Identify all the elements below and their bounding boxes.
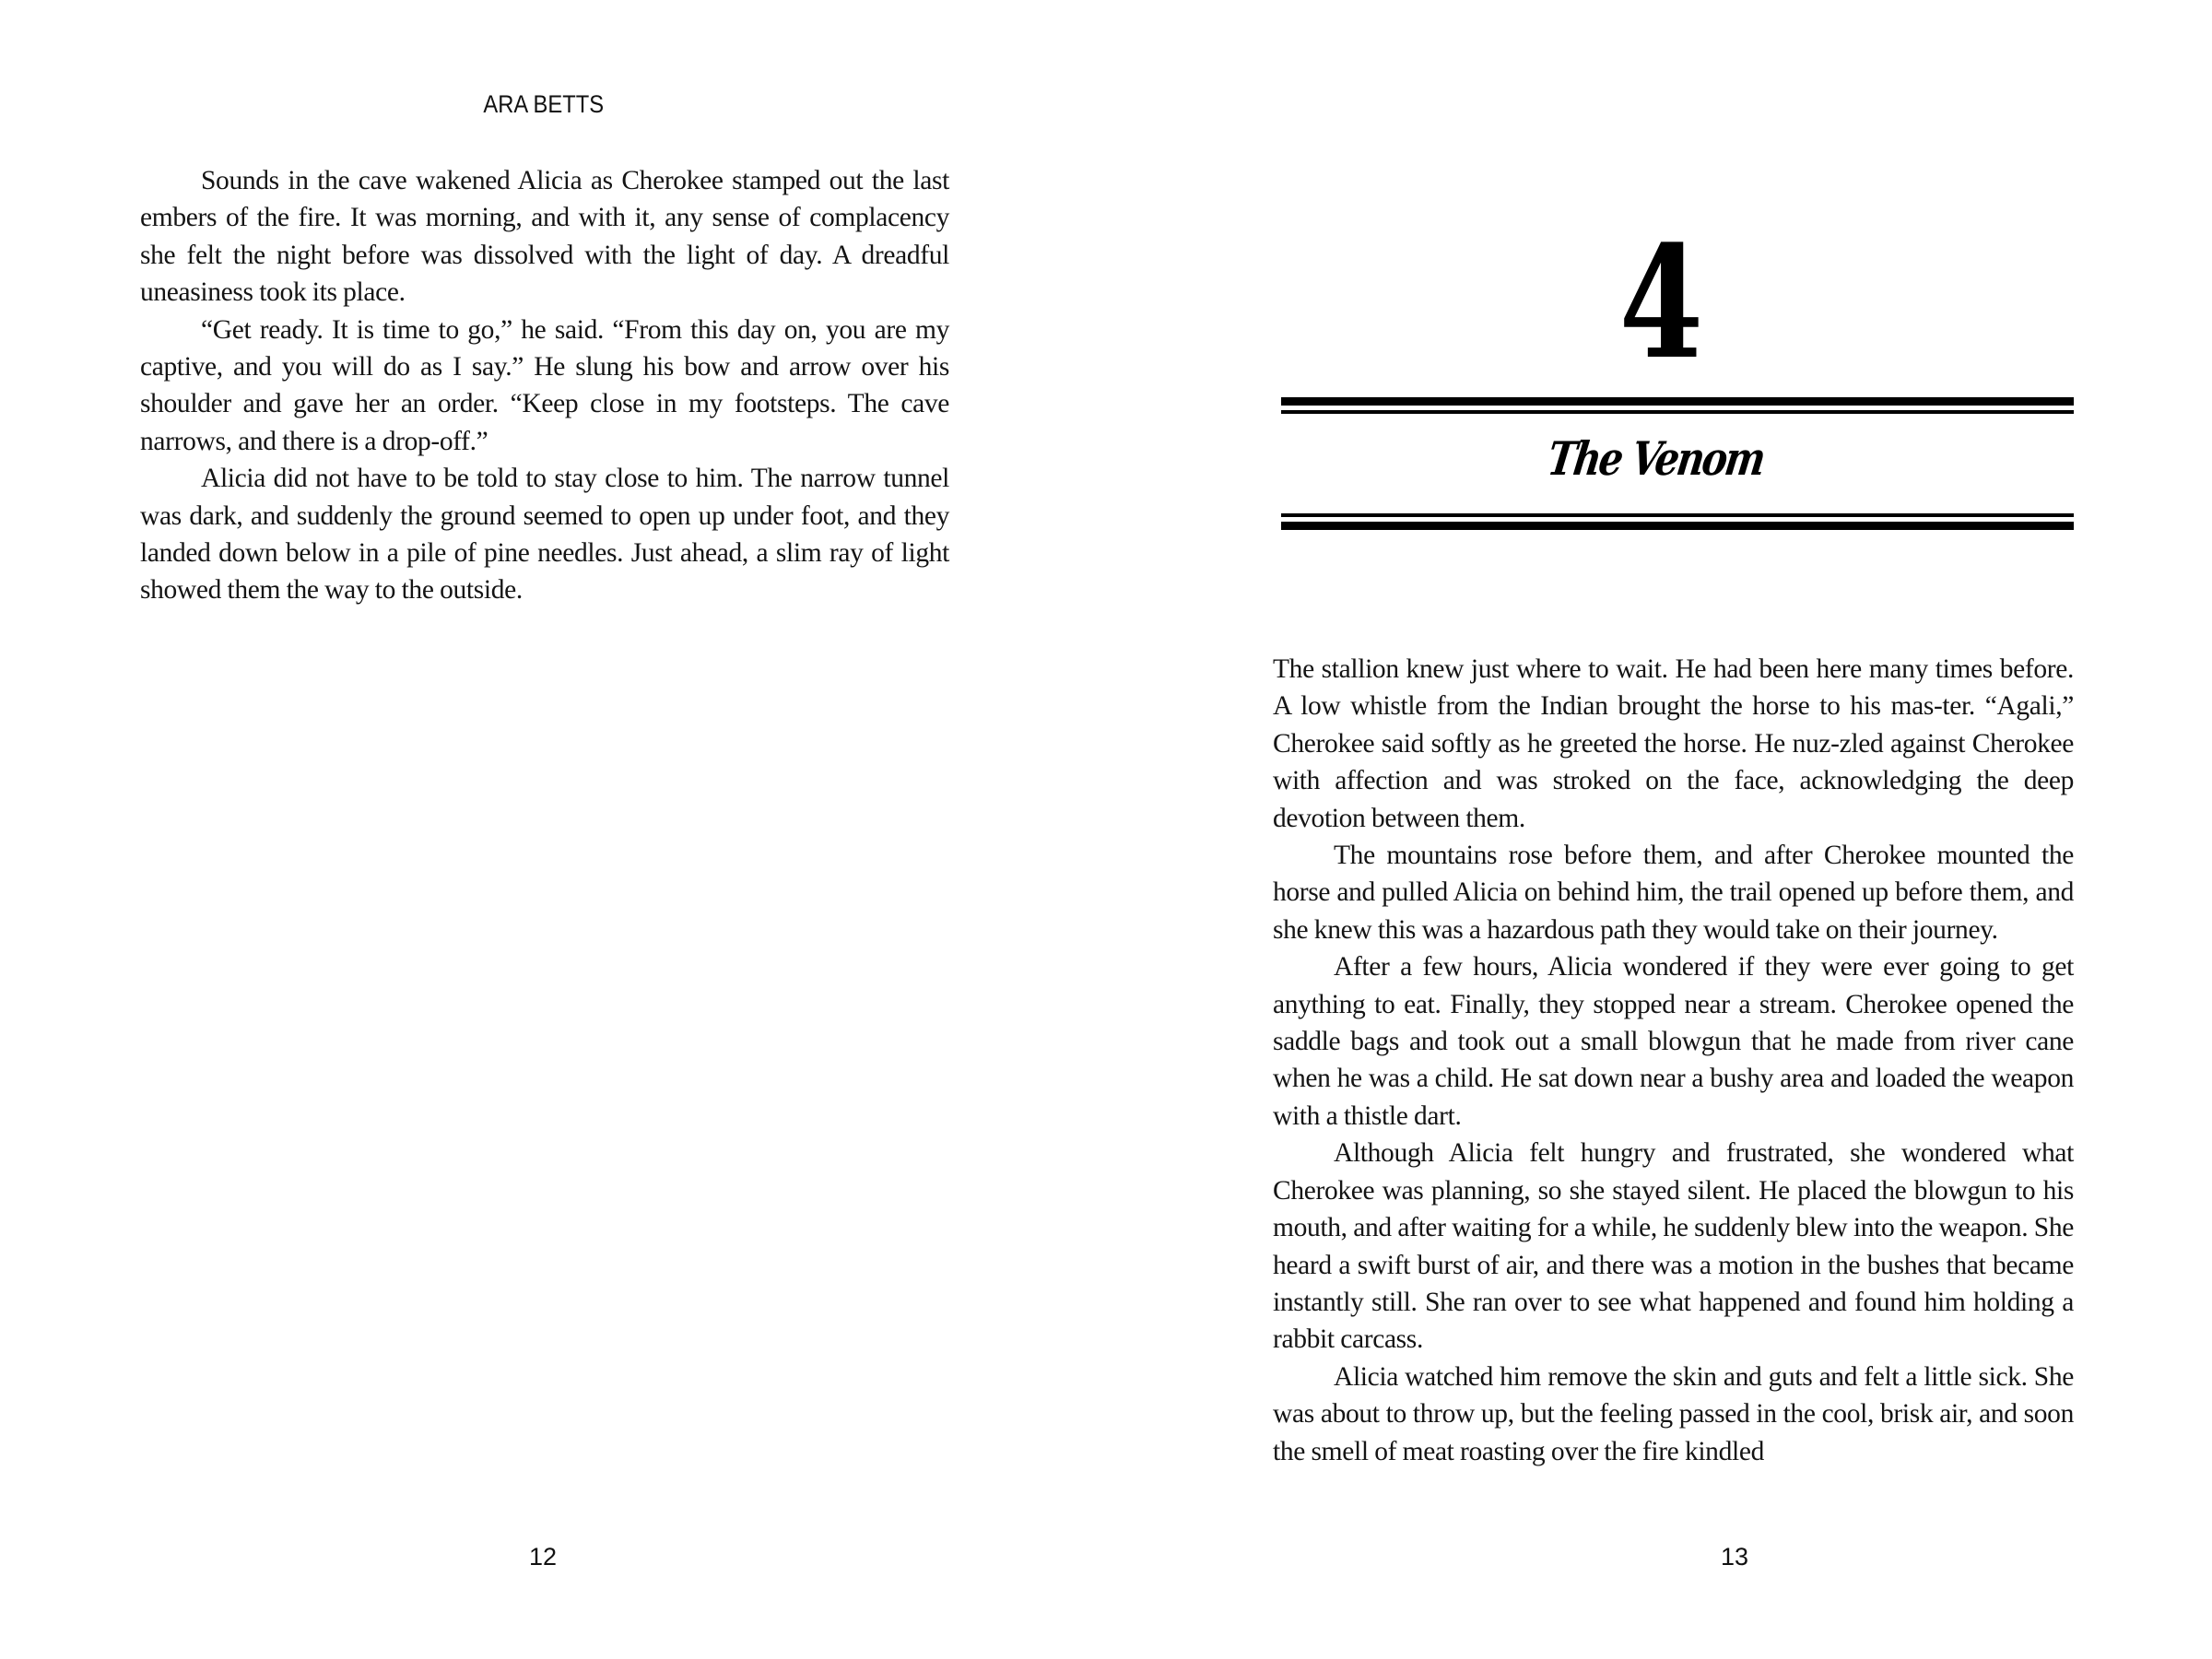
paragraph: Alicia watched him remove the skin and guts and felt a little sick. She was about to throw up, but the feeling passed in the cool, brisk air, and soon the smell of meat roasting over the fire kindled (1273, 1361, 2074, 1466)
right-page-body (1273, 651, 2074, 1470)
paragraph: The mountains rose before them, and after Cherokee mounted the horse and pulled Alicia on behind him, the trail opened up before them, and she knew this was a hazardous path they would take on their journey. (1273, 841, 2074, 945)
paragraph: “Get ready. It is time to go,” he said. “From this day on, you are my captive, and you will do as I say.” He slung his bow and arrow over his shoulder and gave her an order. “Keep close in my footsteps. The cave narrows, and there is a drop-off.” (140, 314, 949, 456)
paragraph: After a few hours, Alicia wondered if they were ever going to get anything to eat. Finally, they stopped near a stream. Cherokee opened the saddle bags and took out a small blowgun that he made from river cane when he was a child. He sat down near a bushy area and loaded the weapon with a thistle dart. (1273, 952, 2074, 1131)
thick-rule (1281, 522, 2074, 530)
running-head-author: ARA BETTS (483, 90, 605, 118)
page-number-left: 12 (528, 1543, 558, 1571)
paragraph: Alicia did not have to be told to stay close to him. The narrow tunnel was dark, and suddenly the ground seemed to open up under foot, and they landed down below in a pile of pine needles. Just ahead, a slim ray of light showed them the way to the outside. (140, 464, 949, 606)
thin-rule (1281, 410, 2074, 414)
paragraph: Sounds in the cave wakened Alicia as Cherokee stamped out the last embers of the fire. It was morning, and with it, any sense of complacency she felt the night before was dissolved with the light of day. A dreadful uneasiness took its place. (140, 166, 949, 308)
thin-rule (1281, 513, 2074, 517)
chapter-title: The Venom (1544, 431, 1768, 486)
paragraph: The stallion knew just where to wait. He had been here many times before. A low whistle from the Indian brought the horse to his mas-ter. “Agali,” Cherokee said softly as he greeted the horse. He nuz-zled against Cherokee with affection and was stroked on the face, acknowledging the deep devotion between them. (1273, 654, 2074, 833)
left-page (0, 0, 1088, 1659)
thick-rule (1281, 397, 2074, 406)
paragraph: Although Alicia felt hungry and frustrated, she wondered what Cherokee was planning, so she stayed silent. He placed the blowgun to his mouth, and after waiting for a while, he suddenly blew into the weapon. She heard a swift burst of air, and there was a motion in the bushes that became instantly still. She ran over to see what happened and found him holding a rabbit carcass. (1273, 1138, 2074, 1355)
page-number-right: 13 (1720, 1543, 1749, 1571)
left-page-body (140, 162, 949, 609)
right-page (1106, 0, 2212, 1659)
chapter-number: 4 (1618, 211, 1704, 394)
